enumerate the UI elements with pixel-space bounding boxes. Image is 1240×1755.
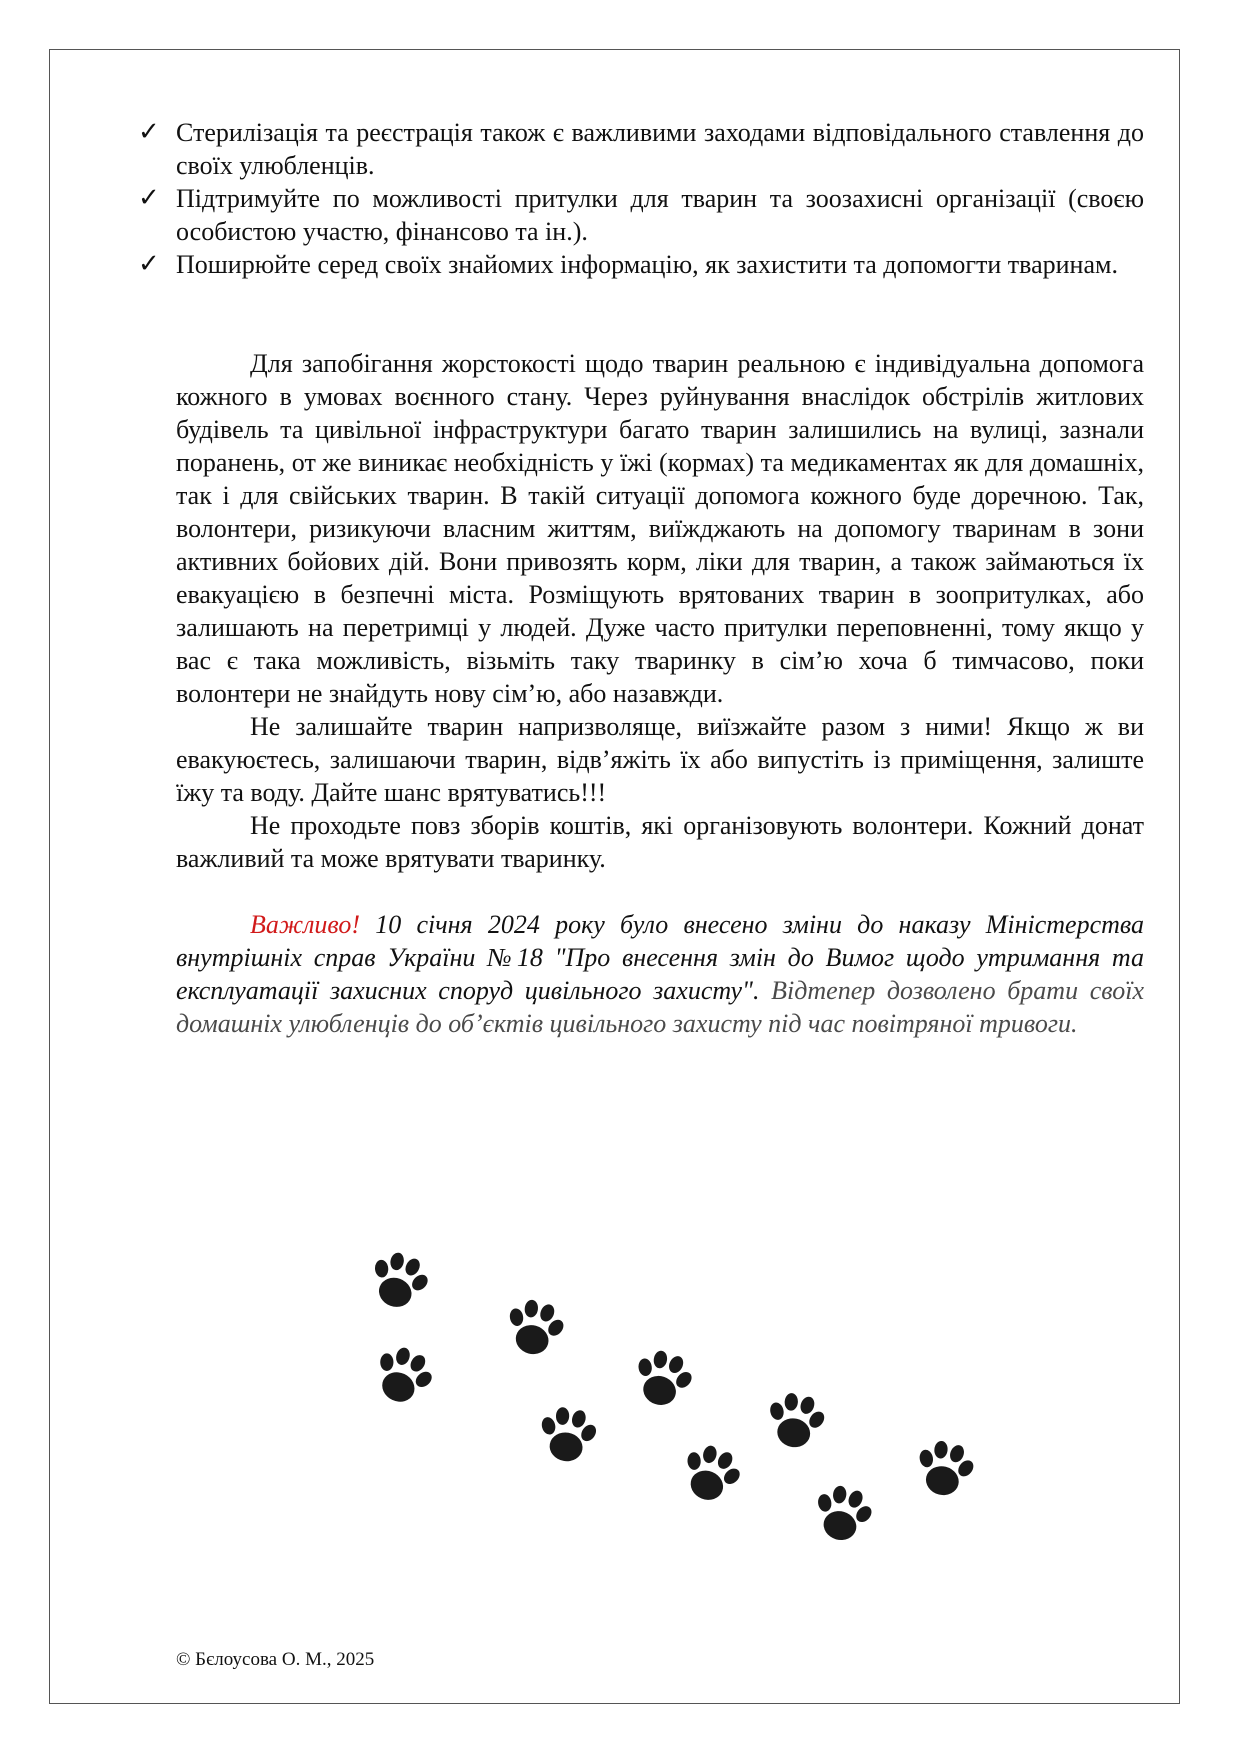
document-body bbox=[138, 116, 1144, 1040]
check-mark-icon: ✓ bbox=[138, 183, 160, 213]
check-mark-icon: ✓ bbox=[138, 249, 160, 279]
list-item-text: Стерилізація та реєстрація також є важливими заходами відповідального ставлення до своїх улюбленців. bbox=[176, 118, 1144, 180]
important-notice bbox=[176, 908, 1144, 1040]
list-item-text: Підтримуйте по можливості притулки для тварин та зоозахисні організації (своєю особистою участю, фінансово та ін.). bbox=[176, 184, 1144, 246]
paragraph-evacuation: Не залишайте тварин напризволяще, виїзжайте разом з ними! Якщо ж ви евакуюєтесь, залишаючи тварин, відв’яжіть їх або випустіть із приміщення, залиште їжу та воду. Дайте шанс врятуватись!!! bbox=[176, 712, 1144, 807]
paragraph-donations: Не проходьте повз зборів коштів, які організовують волонтери. Кожний донат важливий та може врятувати тваринку. bbox=[176, 811, 1144, 873]
important-note: Відтепер дозволено брати своїх домашніх улюбленців до об’єктів цивільного захисту під час повітряної тривоги. bbox=[176, 976, 1144, 1038]
paragraph-help: Для запобігання жорстокості щодо тварин реальною є індивідуальна допомога кожного в умовах воєнного стану. Через руйнування внаслідок обстрілів житлових будівель та цивільної інфраструктури багато тварин залишились на вулиці, зазнали поранень, от же виникає необхідність у їжі (кормах) та медикаментах як для домашніх, так і для свійських тварин. В такій ситуації допомога кожного буде доречною. Так, волонтери, ризикуючи власним життям, виїжджають на допомогу тваринам в зони активних бойових дій. Вони привозять корм, ліки для тварин, а також займаються їх евакуацією в безпечні міста. Розміщують врятованих тварин в зоопритулках, або залишають на перетримці у людей. Дуже часто притулки переповненні, тому якщо у вас є така можливість, візьміть таку тваринку в сім’ю хоча б тимчасово, поки волонтери не знайдуть нову сім’ю, або назавжди. bbox=[176, 349, 1144, 708]
list-item bbox=[138, 182, 1144, 248]
copyright-footer: © Бєлоусова О. М., 2025 bbox=[176, 1649, 375, 1670]
check-mark-icon: ✓ bbox=[138, 117, 160, 147]
important-text: 10 січня 2024 року було внесено зміни до наказу Міністерства внутрішніх справ України №18 "Про внесення змін до Вимог щодо утримання та експлуатації захисних споруд цивільного захисту". bbox=[176, 910, 1144, 1005]
important-label: Важливо! bbox=[250, 910, 361, 939]
list-item bbox=[138, 248, 1144, 281]
list-item-text: Поширюйте серед своїх знайомих інформацію, як захистити та допомогти тваринам. bbox=[176, 250, 1118, 279]
recommendations-list bbox=[138, 116, 1144, 281]
list-item bbox=[138, 116, 1144, 182]
